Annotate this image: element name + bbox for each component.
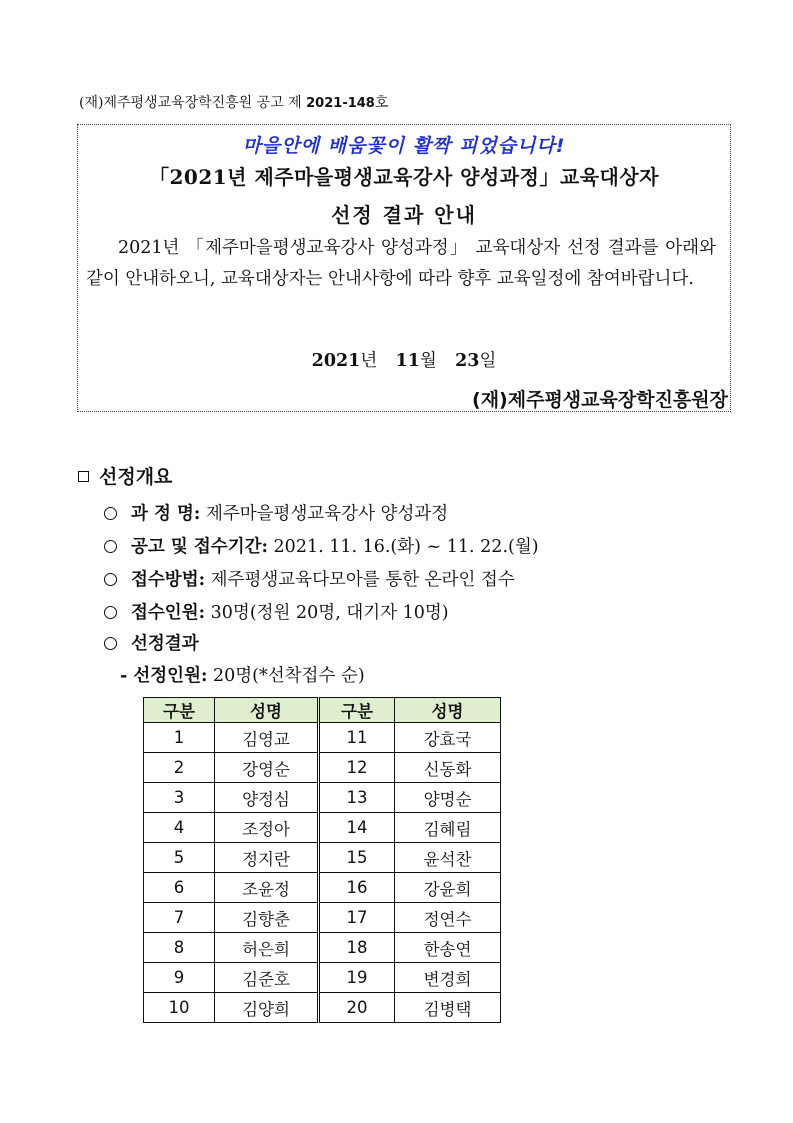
cell-name: 김혜림 — [395, 813, 501, 843]
cell-number: 10 — [144, 993, 215, 1023]
slogan: 마을안에 배움꽃이 활짝 피었습니다! — [242, 135, 566, 157]
item-label: 선정결과 — [131, 634, 199, 654]
cell-name: 강효국 — [395, 723, 501, 753]
cell-number: 8 — [144, 933, 215, 963]
cell-name: 신동화 — [395, 753, 501, 783]
cell-number: 18 — [319, 933, 395, 963]
cell-number: 3 — [144, 783, 215, 813]
cell-name: 한송연 — [395, 933, 501, 963]
selection-table — [143, 697, 501, 1023]
table-row — [144, 903, 501, 933]
announcement-body: 2021년 「제주마을평생교육강사 양성과정」 교육대상자 선정 결과를 아래와 같이 안내하오니, 교육대상자는 안내사항에 따라 향후 교육일정에 참여바랍니다. — [86, 238, 716, 289]
cell-name: 허은희 — [215, 933, 319, 963]
cell-name: 김영교 — [215, 723, 319, 753]
cell-number: 16 — [319, 873, 395, 903]
cell-name: 변경희 — [395, 963, 501, 993]
item-value: 2021. 11. 16.(화) ~ 11. 22.(월) — [267, 537, 539, 557]
cell-name: 김양희 — [215, 993, 319, 1023]
list-item — [104, 599, 449, 624]
cell-name: 김향춘 — [215, 903, 319, 933]
cell-number: 1 — [144, 723, 215, 753]
notice-suffix: 호 — [374, 95, 389, 111]
item-value: 제주평생교육다모아를 통한 온라인 접수 — [205, 570, 515, 590]
list-item — [104, 630, 199, 655]
cell-name: 정지란 — [215, 843, 319, 873]
item-label: 접수인원: — [131, 603, 206, 623]
cell-number: 11 — [319, 723, 395, 753]
circle-bullet-icon — [104, 507, 117, 520]
notice-number — [79, 92, 388, 112]
cell-name: 양정심 — [215, 783, 319, 813]
date-day-unit: 일 — [479, 351, 497, 371]
cell-number: 17 — [319, 903, 395, 933]
cell-name: 강윤희 — [395, 873, 501, 903]
sub-label: - 선정인원: — [120, 666, 208, 686]
col-header-name: 성명 — [215, 698, 319, 723]
cell-number: 2 — [144, 753, 215, 783]
cell-name: 양명순 — [395, 783, 501, 813]
square-bullet-icon — [78, 471, 89, 482]
circle-bullet-icon — [104, 573, 117, 586]
cell-number: 7 — [144, 903, 215, 933]
col-header-number: 구분 — [319, 698, 395, 723]
item-label: 과 정 명: — [131, 504, 201, 524]
date-year-unit: 년 — [360, 351, 378, 371]
signer: (재)제주평생교육장학진흥원장 — [472, 389, 728, 411]
date-year: 2021 — [311, 351, 361, 371]
circle-bullet-icon — [104, 606, 117, 619]
title-line-2: 선정 결과 안내 — [331, 203, 477, 227]
circle-bullet-icon — [104, 637, 117, 650]
cell-number: 15 — [319, 843, 395, 873]
table-row — [144, 723, 501, 753]
sub-value: 20명(*선착접수 순) — [207, 666, 365, 686]
title-line-1: 「2021년 제주마을평생교육강사 양성과정」교육대상자 — [149, 165, 659, 189]
cell-number: 4 — [144, 813, 215, 843]
announcement-date — [78, 347, 730, 372]
table-row — [144, 993, 501, 1023]
cell-name: 정연수 — [395, 903, 501, 933]
cell-number: 14 — [319, 813, 395, 843]
item-label: 접수방법: — [131, 570, 206, 590]
selection-count — [120, 662, 365, 687]
cell-number: 19 — [319, 963, 395, 993]
table-row — [144, 753, 501, 783]
section-heading — [78, 462, 172, 489]
cell-name: 조정아 — [215, 813, 319, 843]
table-row — [144, 873, 501, 903]
cell-number: 20 — [319, 993, 395, 1023]
cell-name: 김준호 — [215, 963, 319, 993]
item-value: 제주마을평생교육강사 양성과정 — [200, 504, 449, 524]
table-row — [144, 963, 501, 993]
table-row — [144, 843, 501, 873]
announcement-box — [77, 124, 731, 412]
notice-no-value: 2021-148 — [306, 96, 375, 111]
date-month: 11 — [395, 351, 420, 371]
list-item — [104, 566, 515, 591]
table-row — [144, 933, 501, 963]
table-row — [144, 813, 501, 843]
circle-bullet-icon — [104, 540, 117, 553]
list-item — [104, 533, 539, 558]
item-label: 공고 및 접수기간: — [131, 537, 268, 557]
cell-number: 12 — [319, 753, 395, 783]
cell-name: 조윤정 — [215, 873, 319, 903]
cell-name: 김병택 — [395, 993, 501, 1023]
list-item — [104, 500, 448, 525]
cell-name: 강영순 — [215, 753, 319, 783]
date-month-unit: 월 — [419, 351, 437, 371]
table-header-row — [144, 698, 501, 723]
notice-prefix: (재)제주평생교육장학진흥원 공고 제 — [79, 95, 307, 111]
cell-number: 9 — [144, 963, 215, 993]
section-title: 선정개요 — [99, 466, 173, 488]
date-day: 23 — [455, 351, 480, 371]
col-header-name: 성명 — [395, 698, 501, 723]
cell-number: 6 — [144, 873, 215, 903]
item-value: 30명(정원 20명, 대기자 10명) — [205, 603, 449, 623]
table-row — [144, 783, 501, 813]
cell-number: 13 — [319, 783, 395, 813]
cell-number: 5 — [144, 843, 215, 873]
col-header-number: 구분 — [144, 698, 215, 723]
cell-name: 윤석찬 — [395, 843, 501, 873]
